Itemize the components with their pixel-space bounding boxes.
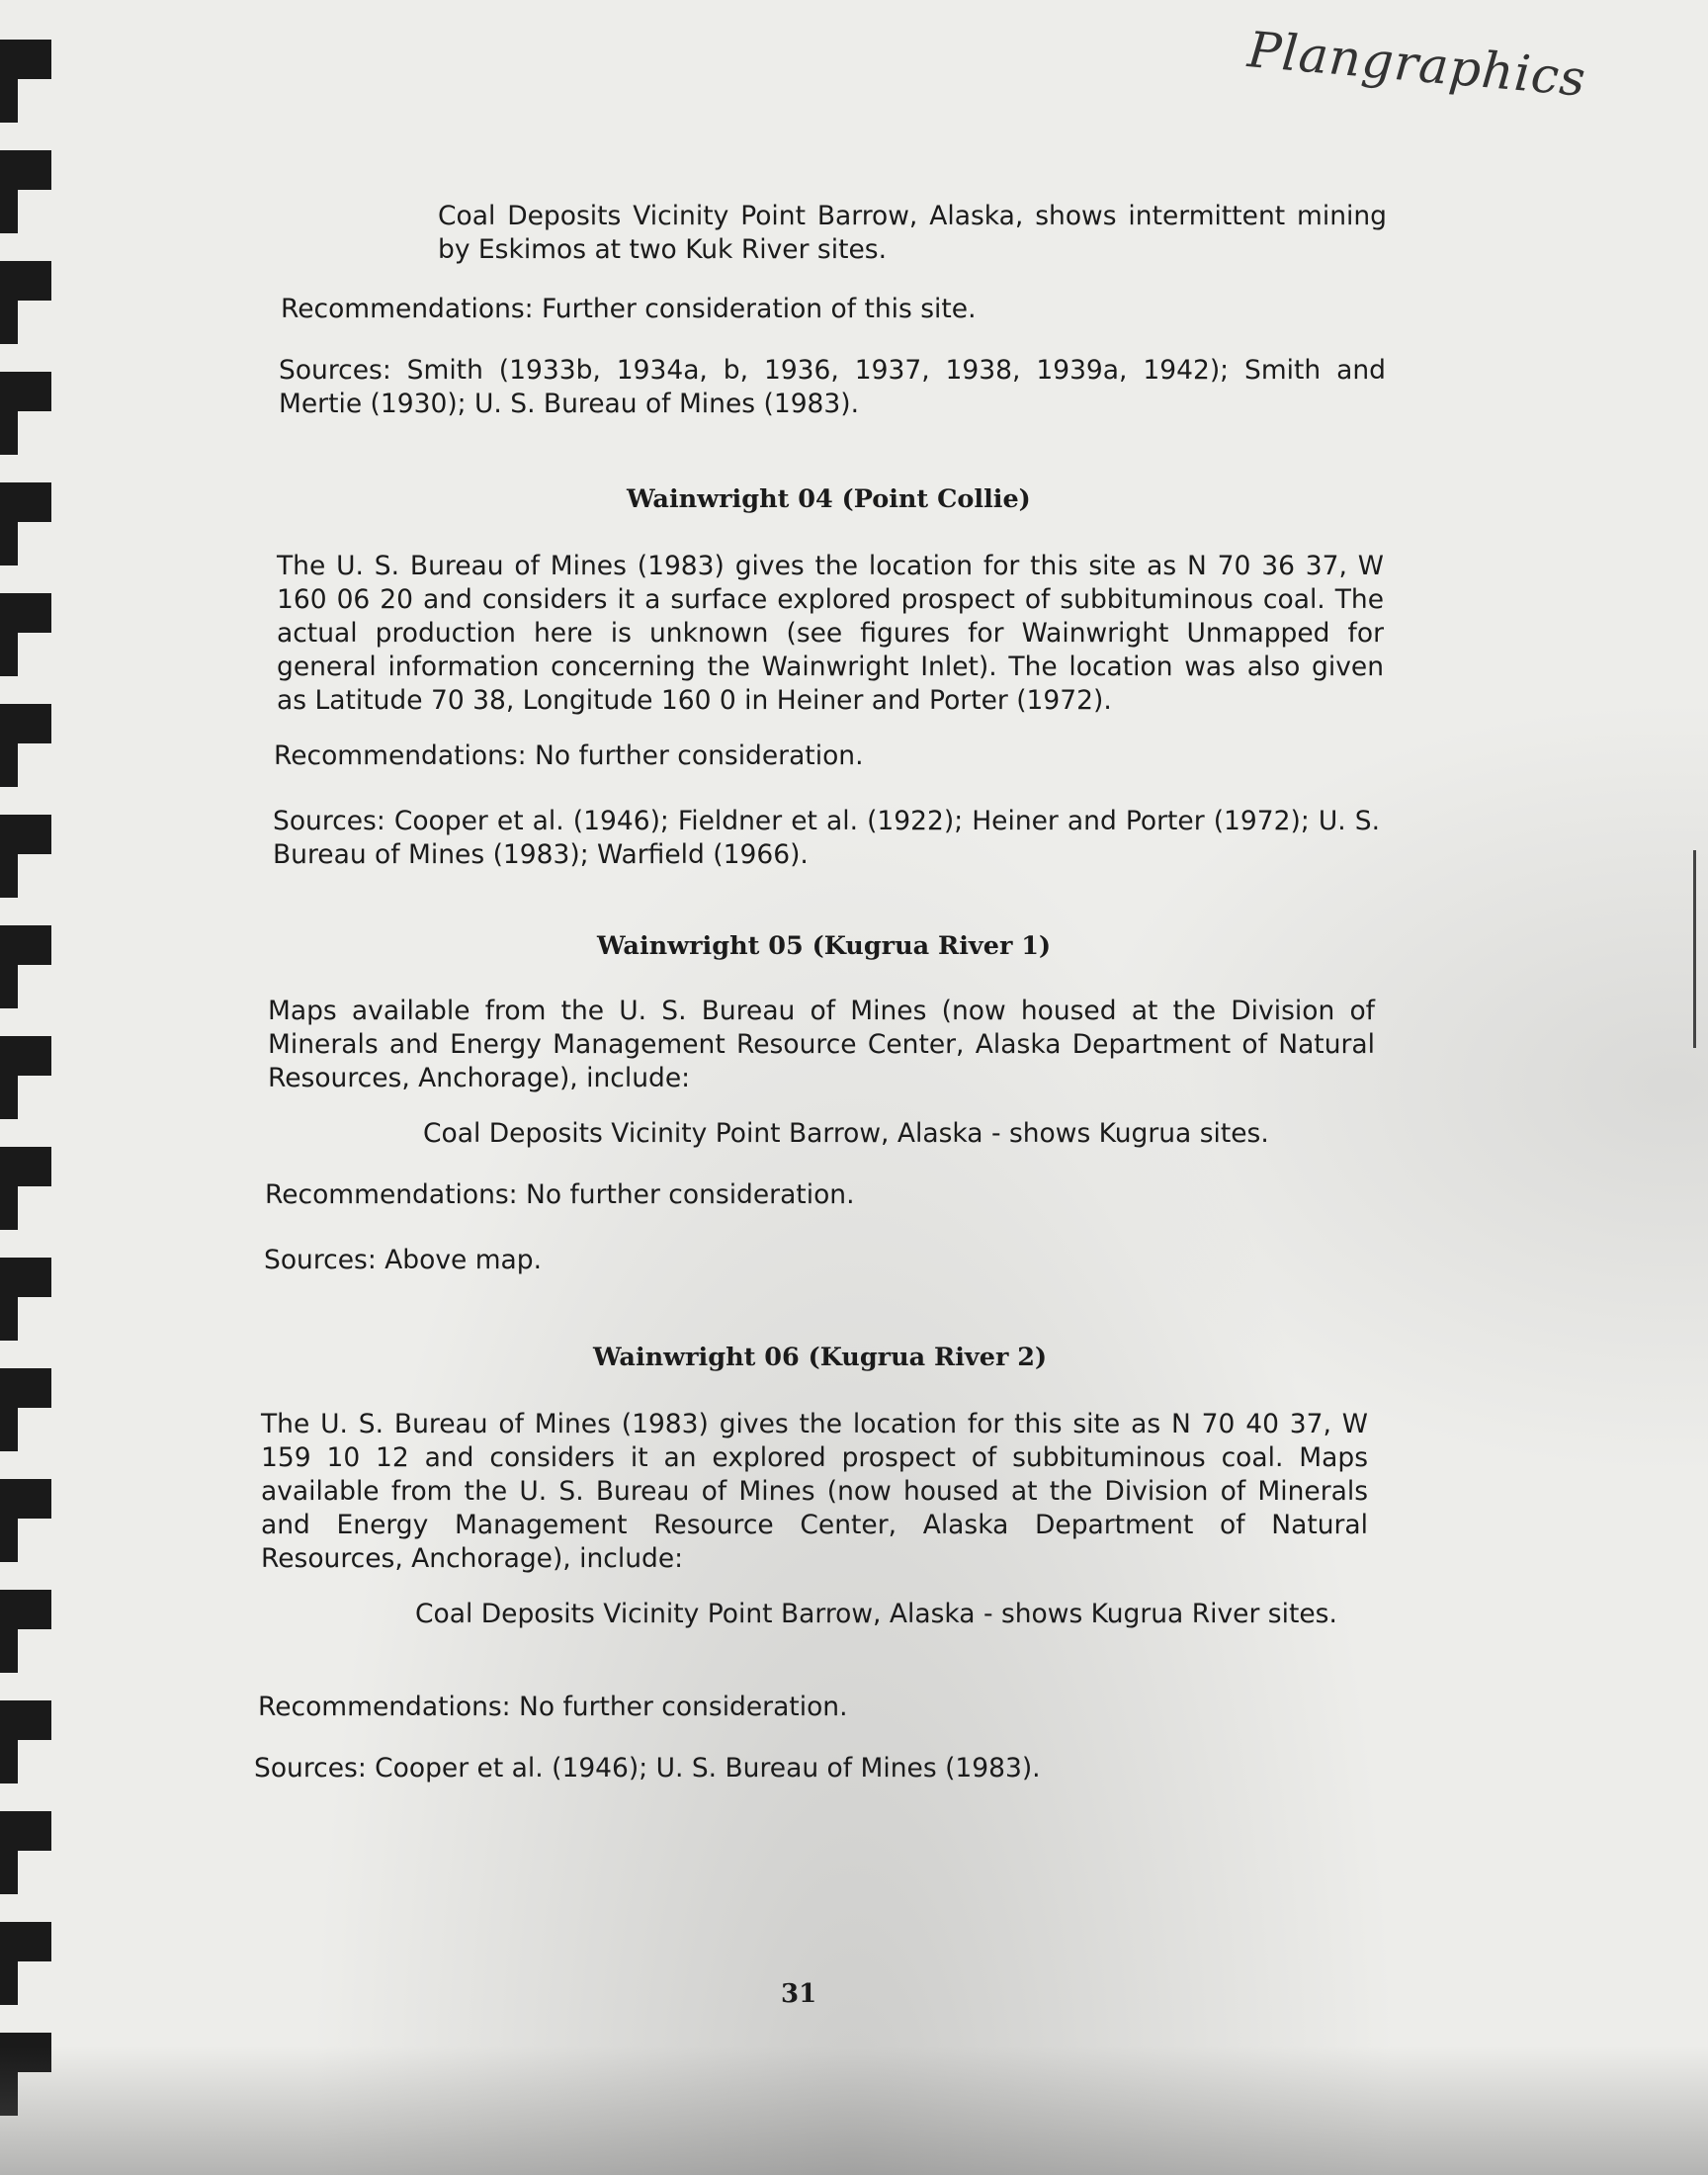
scan-edge-mark [1693,850,1696,1048]
binding-hole [0,1368,51,1408]
section-heading: Wainwright 06 (Kugrua River 2) [593,1343,1048,1372]
binding-hole [0,1590,51,1629]
binding-hole [0,1811,51,1851]
section-sources: Sources: Cooper et al. (1946); U. S. Bureau of Mines (1983). [254,1753,1041,1784]
section-recommendations: Recommendations: No further consideration. [265,1179,855,1210]
section-body: The U. S. Bureau of Mines (1983) gives the location for this site as N 70 36 37, W 160 06 20 and considers it a surface explored prospect of subbituminous coal. The actual production here is unknown (see figures for Wainwright Unmapped for general information concerning the Wainwright Inlet). The location was also given as Latitude 70 38, Longitude 160 0 in Heiner and Porter (1972). [277,551,1384,716]
section-heading: Wainwright 04 (Point Collie) [627,484,1031,514]
section-map-line: Coal Deposits Vicinity Point Barrow, Alaska - shows Kugrua sites. [423,1118,1269,1149]
intro-recommendations: Recommendations: Further consideration of this site. [281,294,977,324]
binding-hole [0,40,51,79]
binding-hole [0,482,51,522]
intro-map-line: Coal Deposits Vicinity Point Barrow, Alaska, shows intermittent mining by Eskimos at two Kuk River sites. [438,201,1387,265]
binding-hole [0,1036,51,1076]
section-map-line: Coal Deposits Vicinity Point Barrow, Alaska - shows Kugrua River sites. [415,1599,1337,1629]
binding-hole [0,925,51,965]
binding-hole [0,815,51,854]
binding-hole [0,1700,51,1740]
binding-hole [0,593,51,633]
binding-hole [0,372,51,411]
page-number: 31 [781,1979,817,2009]
binding-hole [0,1258,51,1297]
binding-hole [0,150,51,190]
binding-hole [0,1147,51,1186]
binding-hole [0,704,51,743]
section-recommendations: Recommendations: No further consideration. [274,740,864,771]
scan-shadow [0,2046,1708,2175]
section-body: The U. S. Bureau of Mines (1983) gives the location for this site as N 70 40 37, W 159 10 12 and considers it an explored prospect of subbituminous coal. Maps available from the U. S. Bureau of Mines (now housed at the Division of Minerals and Energy Management Resource Center, Alaska Department of Natural Resources, Anchorage), include: [261,1409,1368,1574]
intro-sources: Sources: Smith (1933b, 1934a, b, 1936, 1937, 1938, 1939a, 1942); Smith and Mertie (1930); U. S. Bureau of Mines (1983). [279,355,1386,419]
spiral-binding [0,0,59,2175]
section-recommendations: Recommendations: No further consideration. [258,1692,848,1722]
binding-hole [0,261,51,301]
binding-hole [0,1479,51,1519]
section-sources: Sources: Above map. [264,1245,543,1275]
section-heading: Wainwright 05 (Kugrua River 1) [597,931,1052,961]
handwritten-note: Plangraphics [1245,21,1589,108]
section-body: Maps available from the U. S. Bureau of Mines (now housed at the Division of Minerals and Energy Management Resource Center, Alaska Department of Natural Resources, Anchorage), include: [268,996,1375,1093]
binding-hole [0,1922,51,1961]
section-sources: Sources: Cooper et al. (1946); Fieldner et al. (1922); Heiner and Porter (1972); U. S. Bureau of Mines (1983); Warfield (1966). [273,806,1380,870]
